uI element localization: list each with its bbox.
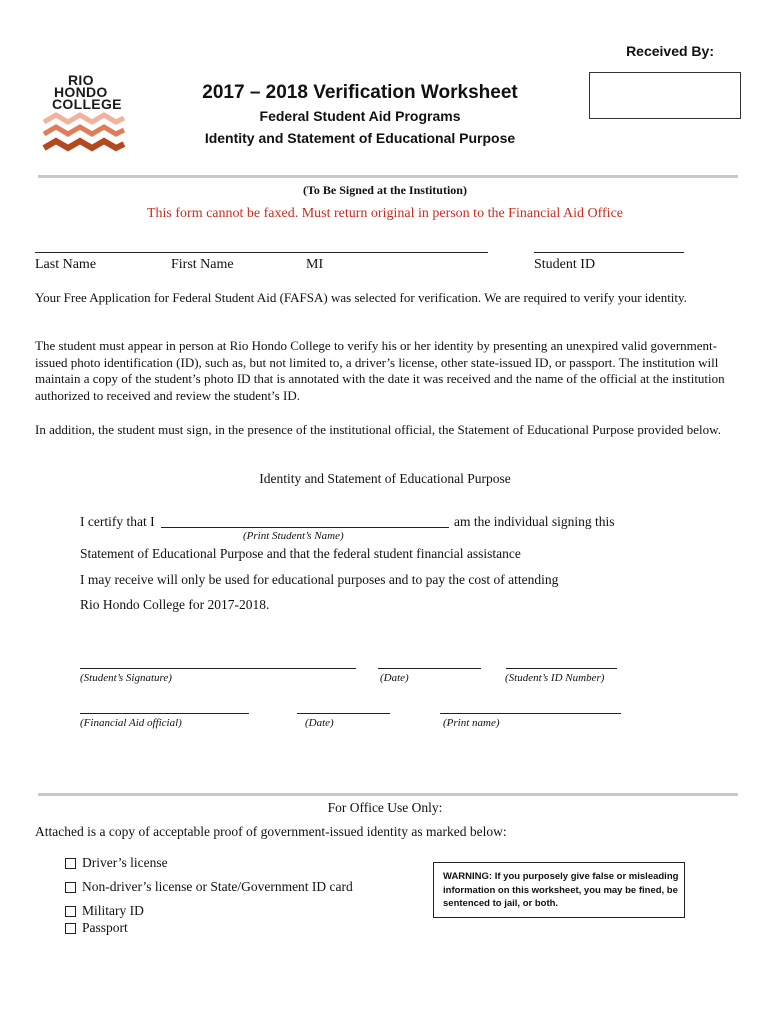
fax-warning: This form cannot be faxed. Must return original in person to the Financial Aid Office bbox=[146, 206, 623, 221]
logo-waves-icon bbox=[40, 112, 128, 158]
checkbox-icon[interactable] bbox=[65, 858, 76, 869]
warning-text: WARNING: If you purposely give false or misleading information on this worksheet, you may be fined, be sentenced to jail, or both. bbox=[443, 871, 679, 909]
student-date-line[interactable] bbox=[378, 668, 481, 669]
paragraph-identity-requirement: The student must appear in person at Rio Hondo College to verify his or her identity by presenting an unexpired valid government-issued photo identification (ID), such as, but not limited to, a driver’s license, other state-issued ID, or passport. The institution will maintain a copy of the student’s photo ID that is annotated with the date it was received and the name of the official at the institution authorized to received and review the student’s ID. bbox=[35, 338, 725, 403]
option-drivers-license[interactable] bbox=[65, 855, 168, 871]
subtitle-programs: Federal Student Aid Programs bbox=[259, 108, 461, 124]
option-label: Non-driver’s license or State/Government ID card bbox=[82, 879, 353, 894]
statement-line-3: I may receive will only be used for educational purposes and to pay the cost of attending bbox=[80, 572, 559, 587]
student-id-number-label: (Student’s ID Number) bbox=[505, 672, 605, 684]
official-signature-line[interactable] bbox=[80, 713, 249, 714]
signed-note: (To Be Signed at the Institution) bbox=[303, 183, 467, 197]
logo-text-rio: RIO bbox=[68, 72, 94, 88]
checkbox-icon[interactable] bbox=[65, 906, 76, 917]
name-line[interactable] bbox=[35, 252, 488, 253]
print-student-name-hint: (Print Student’s Name) bbox=[243, 530, 344, 542]
header-divider bbox=[38, 175, 738, 178]
statement-line-2: Statement of Educational Purpose and that the federal student financial assistance bbox=[80, 546, 521, 561]
certify-prefix: I certify that I bbox=[80, 514, 155, 529]
student-signature-label: (Student’s Signature) bbox=[80, 672, 172, 684]
official-date-label: (Date) bbox=[305, 717, 334, 729]
checkbox-icon[interactable] bbox=[65, 882, 76, 893]
student-id-number-line[interactable] bbox=[506, 668, 617, 669]
received-by-box[interactable] bbox=[589, 72, 741, 119]
received-by-label: Received By: bbox=[626, 43, 714, 59]
office-divider bbox=[38, 793, 738, 796]
official-print-name-line[interactable] bbox=[440, 713, 621, 714]
attached-note: Attached is a copy of acceptable proof of government-issued identity as marked below: bbox=[35, 824, 507, 839]
student-date-label: (Date) bbox=[380, 672, 409, 684]
last-name-label: Last Name bbox=[35, 257, 97, 272]
page-title: 2017 – 2018 Verification Worksheet bbox=[202, 82, 518, 103]
print-name-label: (Print name) bbox=[443, 717, 500, 729]
statement-heading: Identity and Statement of Educational Purpose bbox=[259, 471, 511, 486]
logo-text-college: COLLEGE bbox=[52, 96, 122, 112]
rio-hondo-logo bbox=[40, 74, 128, 160]
paragraph-fafsa: Your Free Application for Federal Student Aid (FAFSA) was selected for verification. We are required to verify your identity. bbox=[35, 290, 687, 305]
option-military-id[interactable] bbox=[65, 903, 144, 919]
option-passport[interactable] bbox=[65, 920, 128, 936]
subtitle-identity: Identity and Statement of Educational Purpose bbox=[204, 130, 516, 146]
mi-label: MI bbox=[306, 257, 324, 272]
logo-text-hondo: HONDO bbox=[54, 84, 108, 100]
office-use-title: For Office Use Only: bbox=[327, 800, 443, 815]
paragraph-statement: In addition, the student must sign, in the presence of the institutional official, the Statement of Educational Purpose provided below. bbox=[35, 422, 721, 437]
statement-line-4: Rio Hondo College for 2017-2018. bbox=[80, 597, 270, 612]
option-label: Passport bbox=[82, 920, 128, 935]
certify-suffix: am the individual signing this bbox=[454, 514, 615, 529]
option-label: Driver’s license bbox=[82, 855, 168, 870]
first-name-label: First Name bbox=[171, 257, 234, 272]
financial-aid-official-label: (Financial Aid official) bbox=[80, 717, 182, 729]
student-signature-line[interactable] bbox=[80, 668, 356, 669]
option-label: Military ID bbox=[82, 903, 144, 918]
option-state-id[interactable] bbox=[65, 879, 353, 895]
student-name-line[interactable] bbox=[161, 527, 449, 528]
official-date-line[interactable] bbox=[297, 713, 390, 714]
checkbox-icon[interactable] bbox=[65, 923, 76, 934]
student-id-label: Student ID bbox=[534, 257, 596, 272]
student-id-line[interactable] bbox=[534, 252, 684, 253]
